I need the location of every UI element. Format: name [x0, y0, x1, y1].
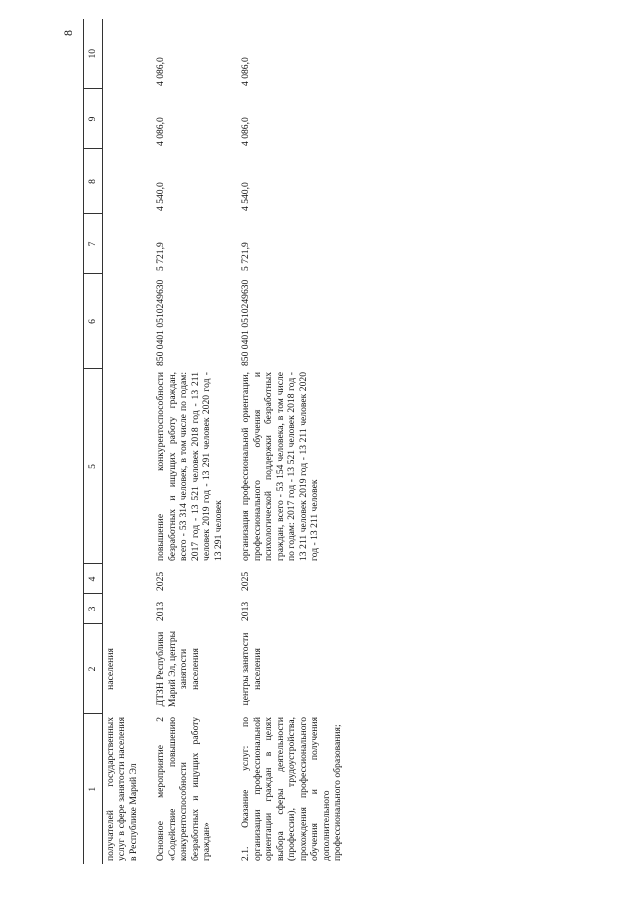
- cell-measure: Основное мероприятие 2 «Содействие повышению конкурентоспособности безработных и ищущих работу граждан»: [155, 717, 212, 861]
- table-row: [153, 19, 238, 864]
- cell-col10: [102, 19, 153, 89]
- header-col-6: 6: [84, 274, 103, 369]
- cell-executor: центры занятости населения: [240, 632, 263, 706]
- header-col-10: 10: [84, 19, 103, 89]
- header-col-7: 7: [84, 214, 103, 274]
- program-measures-table: [83, 19, 346, 864]
- cell-col9: [102, 89, 153, 149]
- cell-end-year: 2025: [240, 571, 251, 591]
- table-row: [238, 19, 346, 864]
- header-col-9: 9: [84, 89, 103, 149]
- cell-col10: 4 086,0: [240, 57, 251, 86]
- rotated-content: [55, 12, 615, 872]
- cell-col9: 4 086,0: [240, 117, 251, 146]
- cell-start-year: 2013: [240, 601, 251, 621]
- cell-result: повышение конкурентоспособности безработных и ищущих работу граждан, всего - 53 314 человек, в том числе по годам: 2017 год - 13 521 человек 2018 год - 13 211 человек 2019 год - 13 291 человек 2020 год - 13 291 человек: [155, 372, 224, 561]
- cell-kbk: 850 0401 0510249630: [240, 279, 251, 366]
- cell-col7: 5 721,9: [240, 242, 251, 271]
- header-col-4: 4: [84, 564, 103, 594]
- cell-col10: 4 086,0: [155, 57, 166, 86]
- cell-col7: [102, 214, 153, 274]
- header-col-1: 1: [84, 714, 103, 864]
- header-col-8: 8: [84, 149, 103, 214]
- cell-kbk: [102, 274, 153, 369]
- cell-end-year: 2025: [155, 571, 166, 591]
- header-col-5: 5: [84, 369, 103, 564]
- cell-col8: 4 540,0: [155, 182, 166, 211]
- table-row: [102, 19, 153, 864]
- cell-kbk: 850 0401 0510249630: [155, 279, 166, 366]
- cell-start-year: 2013: [155, 601, 166, 621]
- cell-col7: 5 721,9: [155, 242, 166, 271]
- cell-col9: 4 086,0: [155, 117, 166, 146]
- cell-col8: [102, 149, 153, 214]
- page-number: 8: [61, 30, 75, 36]
- header-row: [84, 19, 103, 864]
- cell-measure: получателей государственных услуг в сфере занятости населения в Республике Марий Эл: [104, 717, 139, 861]
- cell-executor: населения: [104, 648, 116, 690]
- cell-start-year: [102, 594, 153, 624]
- cell-executor: ДТЗН Республики Марий Эл, центры занятости населения: [155, 630, 201, 708]
- header-col-2: 2: [84, 624, 103, 714]
- cell-measure: 2.1. Оказание услуг: по организации профессиональной ориентации граждан в целях выбора сферы деятельности (профессии), трудоустройства, прохождения профессионального обучения и получения дополнительного профессионального образования;: [240, 717, 343, 861]
- cell-result: организация профессиональной ориентации, профессионального обучения и психологической поддержки безработных граждан, всего - 53 154 человека, в том числе по годам: 2017 год - 13 521 человек 2018 год - 13 211 человек 2019 год - 13 211 человек 2020 год - 13 211 человек: [240, 372, 320, 561]
- cell-col8: 4 540,0: [240, 182, 251, 211]
- cell-result: [102, 369, 153, 564]
- cell-end-year: [102, 564, 153, 594]
- header-col-3: 3: [84, 594, 103, 624]
